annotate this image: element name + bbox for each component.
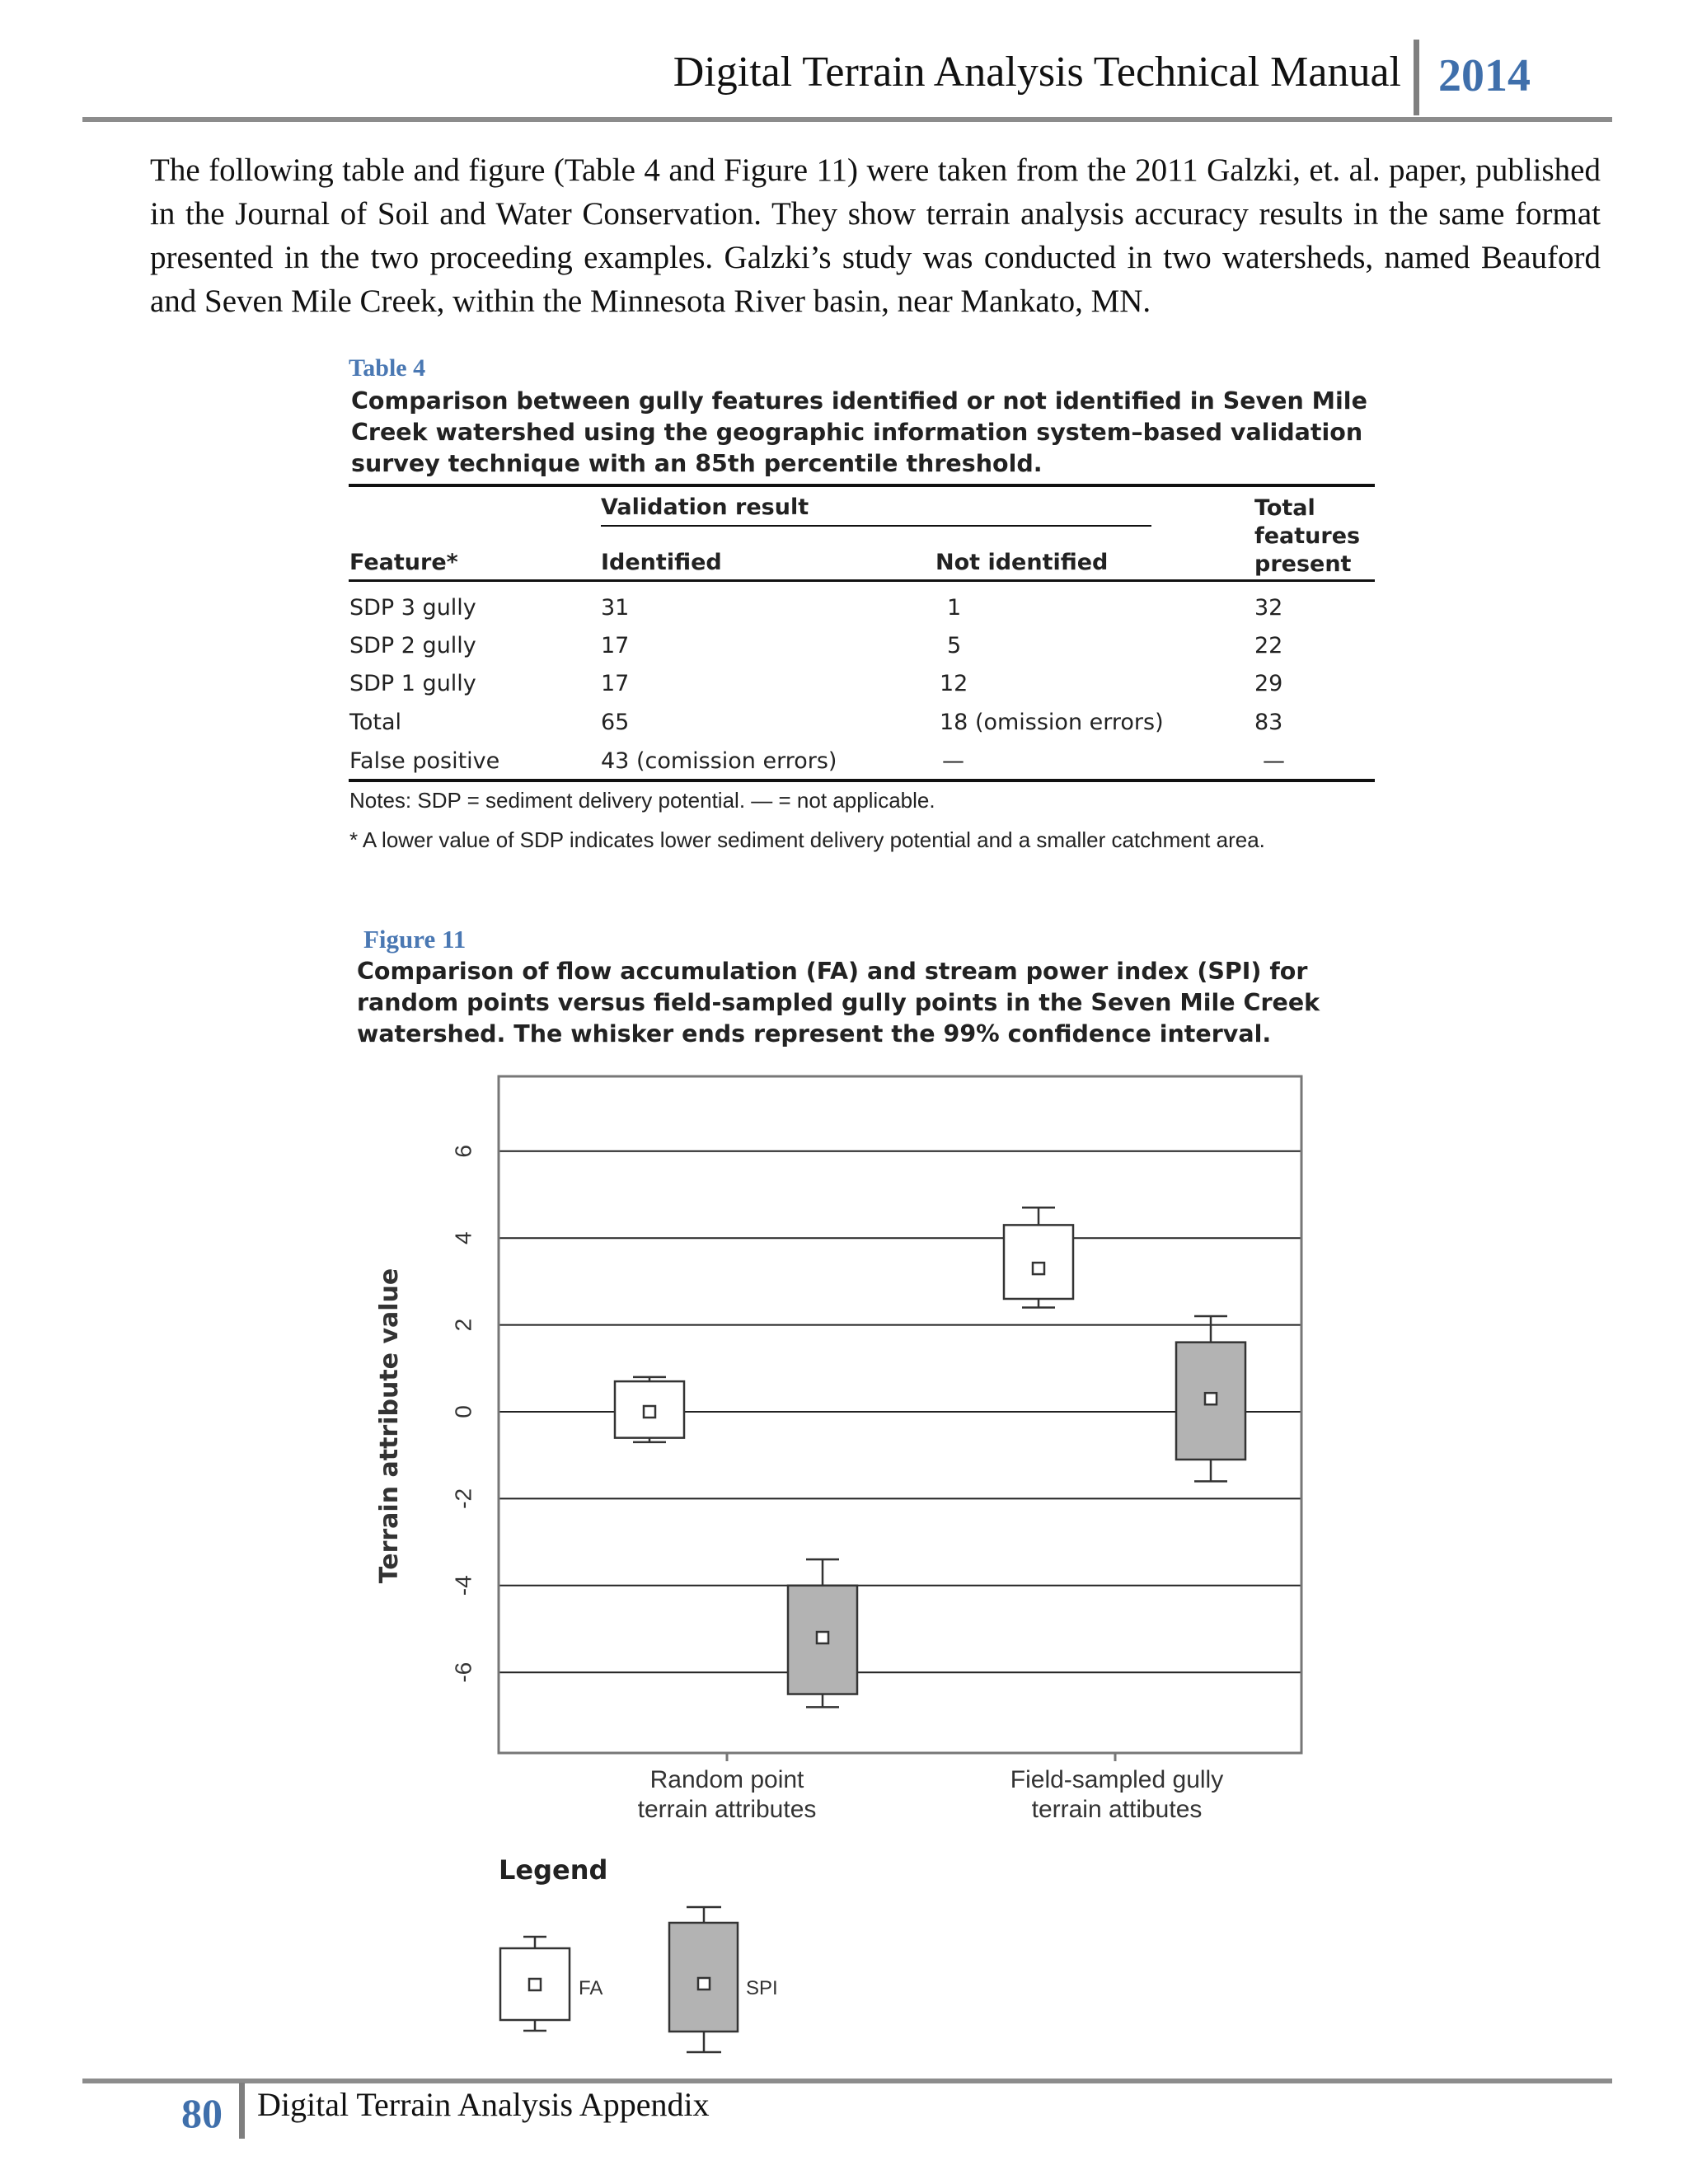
table-cell-not-identified: 12 <box>940 671 968 696</box>
table-cell-total: — <box>1263 748 1285 774</box>
y-tick-label: 4 <box>450 1231 476 1244</box>
footer-text: Digital Terrain Analysis Appendix <box>257 2086 710 2123</box>
table-cell-not-identified: 5 <box>947 633 962 658</box>
legend-title: Legend <box>499 1854 608 1886</box>
mean-marker <box>1033 1263 1044 1274</box>
y-tick-label: -6 <box>450 1661 476 1683</box>
intro-paragraph: The following table and figure (Table 4 and Figure 11) were taken from the 2011 Galzki, et. al. paper, published in the Journal of Soil and Water Conservation. They show terrain analysis accuracy results in the same format presented in the two proceeding examples. Galzki’s study was conducted in two watersheds, named Beauford and Seven Mile Creek, within the Minnesota River basin, near Mankato, MN. <box>150 152 1601 319</box>
table-header-not-identified: Not identified <box>935 550 1109 575</box>
header-rule <box>82 117 1612 122</box>
legend-label-fa: FA <box>579 1977 603 1999</box>
box-plot-series <box>615 1207 1245 1707</box>
mean-marker <box>1205 1393 1217 1404</box>
table-notes: Notes: SDP = sediment delivery potential. — = not applicable. <box>349 788 935 813</box>
y-tick-labels <box>451 1145 476 1683</box>
table-header-identified: Identified <box>601 550 722 575</box>
x-category-label: terrain attributes <box>637 1796 817 1823</box>
box-spi-0 <box>788 1559 857 1707</box>
table-caption: Comparison between gully features identified or not identified in Seven Mile Creek watershed using the geographic information system–based validation survey technique with an 85th percentile threshold. <box>351 387 1367 477</box>
table-cell-total: 32 <box>1254 595 1283 621</box>
table-cell-feature: SDP 3 gully <box>349 595 476 621</box>
table-label: Table 4 <box>349 354 426 382</box>
table-header-total <box>1254 494 1360 579</box>
y-tick-label: 0 <box>450 1405 476 1418</box>
table-cell-total: 83 <box>1254 710 1283 735</box>
table-bottom-rule <box>349 779 1375 782</box>
table-cell-identified: 17 <box>601 633 630 658</box>
header-separator <box>1414 40 1419 115</box>
table-header-total-line3: present <box>1254 551 1352 577</box>
box-fa-1 <box>1004 1207 1073 1307</box>
x-category-label: Field-sampled gully <box>1010 1766 1224 1793</box>
x-category-label: Random point <box>649 1766 804 1793</box>
x-category-label: terrain attibutes <box>1031 1796 1203 1823</box>
table-cell-feature: SDP 1 gully <box>349 671 476 696</box>
legend-mean-marker <box>698 1978 710 1990</box>
legend-item-spi <box>669 1907 778 2052</box>
running-header-title: Digital Terrain Analysis Technical Manual <box>673 49 1401 96</box>
table-cell-feature: False positive <box>349 748 500 774</box>
y-tick-label: 6 <box>450 1145 476 1158</box>
mean-marker <box>644 1406 655 1418</box>
footer-separator <box>239 2083 245 2139</box>
table-cell-identified: 65 <box>601 710 630 735</box>
mean-marker <box>817 1632 828 1643</box>
legend-label-spi: SPI <box>746 1977 778 1999</box>
box-fa-0 <box>615 1377 684 1442</box>
legend-mean-marker <box>529 1979 541 1990</box>
table-cell-total: 22 <box>1254 633 1283 658</box>
table-header-total-line2: features <box>1254 523 1361 549</box>
running-header-year: 2014 <box>1438 50 1531 101</box>
table-cell-not-identified: — <box>942 748 964 774</box>
figure-label: Figure 11 <box>363 925 467 954</box>
table-group-rule <box>601 525 1151 527</box>
box-plot-chart <box>330 1055 1401 2077</box>
y-tick-label: -2 <box>450 1488 476 1509</box>
table-cell-identified: 31 <box>601 595 630 621</box>
table-footnote: * A lower value of SDP indicates lower sediment delivery potential and a smaller catchment area. <box>349 827 1265 852</box>
table-group-header: Validation result <box>601 494 809 520</box>
table-cell-feature: SDP 2 gully <box>349 633 476 658</box>
page-number: 80 <box>181 2090 223 2136</box>
table-header-feature: Feature* <box>349 550 458 575</box>
figure-caption: Comparison of flow accumulation (FA) and stream power index (SPI) for random points versus field-sampled gully points in the Seven Mile Creek watershed. The whisker ends represent the 99% confidence interval. <box>357 958 1320 1047</box>
legend-item-fa <box>500 1937 603 2031</box>
y-axis-label: Terrain attribute value <box>375 1268 404 1584</box>
table-cell-identified: 43 (comission errors) <box>601 748 837 774</box>
table-cell-not-identified: 18 (omission errors) <box>940 710 1164 735</box>
table-cell-not-identified: 1 <box>947 595 962 621</box>
table-cell-identified: 17 <box>601 671 630 696</box>
table-cell-total: 29 <box>1254 671 1283 696</box>
box-spi-1 <box>1176 1316 1245 1481</box>
table-cell-feature: Total <box>349 710 402 735</box>
table-top-rule <box>349 484 1375 487</box>
y-tick-label: 2 <box>450 1318 476 1332</box>
footer-rule <box>82 2079 1612 2083</box>
y-tick-label: -4 <box>450 1575 476 1596</box>
table-header-rule <box>349 579 1375 582</box>
table-header-total-line1: Total <box>1254 495 1315 521</box>
